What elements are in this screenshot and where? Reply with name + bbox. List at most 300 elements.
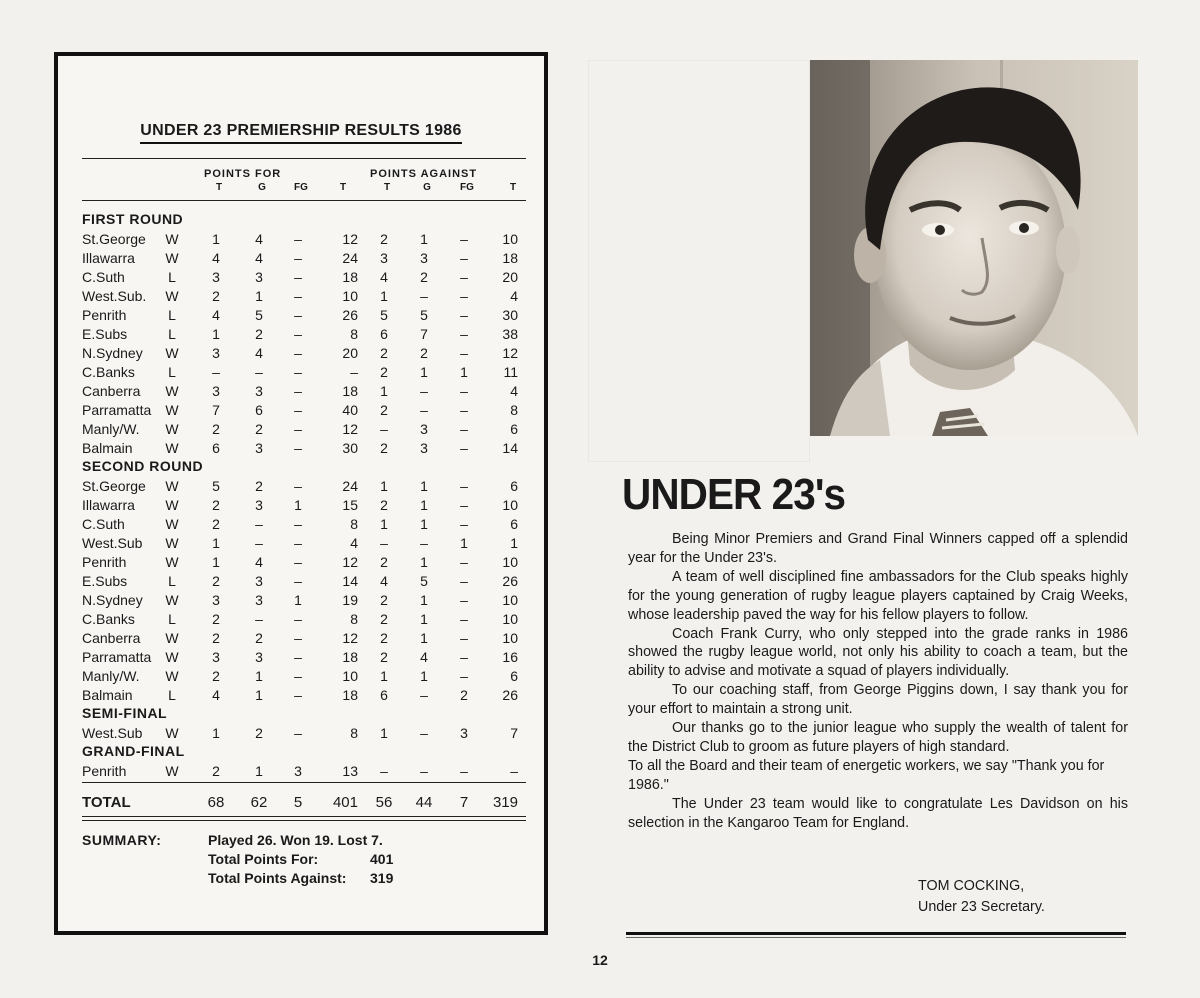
score-cell: – [460,611,468,627]
score-cell: 1 [420,478,428,494]
score-cell: – [460,383,468,399]
team-name-cell: Illawarra [82,497,135,513]
table-row [58,307,544,326]
article-paragraph: To all the Board and their team of energetic workers, we say "Thank you for 1986." [628,757,1105,793]
score-cell: 8 [350,725,358,741]
score-cell: – [255,364,263,380]
table-row [58,231,544,250]
score-cell: 30 [502,307,518,323]
team-name-cell: Manly/W. [82,668,140,684]
score-cell: – [460,345,468,361]
score-cell: 2 [380,364,388,380]
score-cell: 2 [380,345,388,361]
table-row [58,326,544,345]
score-cell: – [294,231,302,247]
score-cell: 2 [255,630,263,646]
score-cell: 1 [420,592,428,608]
score-cell: – [294,573,302,589]
score-cell: 2 [380,611,388,627]
column-header: G [423,182,431,193]
results-table-panel [54,52,548,935]
score-cell: 4 [420,649,428,665]
table-row [58,288,544,307]
score-cell: 3 [255,497,263,513]
result-cell: W [165,440,179,456]
score-cell: 4 [350,535,358,551]
team-name-cell: Parramatta [82,649,152,665]
score-cell: 1 [420,611,428,627]
score-cell: 3 [212,649,220,665]
score-cell: 6 [255,402,263,418]
score-cell: 1 [294,592,302,608]
score-cell: – [460,307,468,323]
result-cell: L [168,611,176,627]
article-paragraph: To our coaching staff, from George Piggins down, I say thank you for your effort to maintain a strong unit. [628,682,1128,718]
column-header: FG [294,182,308,193]
total-cell: 5 [293,794,303,811]
score-cell: 1 [255,687,263,703]
table-row [58,763,544,782]
score-cell: – [294,611,302,627]
team-name-cell: Penrith [82,554,127,570]
score-cell: 2 [255,478,263,494]
total-cell: 56 [375,794,393,811]
section-title: SECOND ROUND [82,458,204,474]
table-row [58,345,544,364]
score-cell: 3 [255,440,263,456]
score-cell: 3 [212,269,220,285]
team-name-cell: Penrith [82,763,127,779]
score-cell: 3 [380,250,388,266]
score-cell: 1 [212,554,220,570]
score-cell: – [294,630,302,646]
score-cell: 2 [255,725,263,741]
score-cell: 2 [380,554,388,570]
score-cell: 4 [212,687,220,703]
table-row [58,611,544,630]
score-cell: 3 [420,250,428,266]
score-cell: 1 [460,535,468,551]
score-cell: 3 [460,725,468,741]
article-heading: UNDER 23's [622,470,846,519]
score-cell: – [420,535,428,551]
score-cell: – [294,535,302,551]
score-cell: 2 [212,763,220,779]
score-cell: 1 [420,630,428,646]
score-cell: 12 [342,421,358,437]
team-name-cell: Balmain [82,687,133,703]
points-for-label: POINTS FOR [204,168,282,180]
score-cell: 6 [212,440,220,456]
score-cell: – [294,554,302,570]
score-cell: 38 [502,326,518,342]
score-cell: 15 [342,497,358,513]
team-name-cell: C.Banks [82,611,135,627]
total-cell: 7 [459,794,469,811]
score-cell: 4 [212,250,220,266]
summary-label: SUMMARY: [82,832,162,848]
score-cell: 7 [420,326,428,342]
score-cell: – [294,421,302,437]
article-paragraph: A team of well disciplined fine ambassadors for the Club speaks highly for the young generation of rugby league players captained by Craig Weeks, whose leadership paved the way for his fellow players to follow. [628,568,1128,623]
score-cell: – [420,725,428,741]
score-cell: 3 [255,573,263,589]
score-cell: – [255,611,263,627]
table-row [58,630,544,649]
score-cell: 5 [212,478,220,494]
score-cell: – [460,573,468,589]
score-cell: 1 [212,326,220,342]
score-cell: – [460,288,468,304]
column-header: FG [460,182,474,193]
score-cell: – [460,478,468,494]
results-title-text: UNDER 23 PREMIERSHIP RESULTS 1986 [140,122,461,144]
score-cell: – [460,231,468,247]
column-header: T [383,182,391,193]
score-cell: 2 [212,630,220,646]
table-row [58,478,544,497]
header-rule-bottom [82,200,526,201]
score-cell: – [460,592,468,608]
score-cell: 1 [380,516,388,532]
team-name-cell: Manly/W. [82,421,140,437]
score-cell: 12 [342,630,358,646]
score-cell: 2 [420,345,428,361]
total-cell: 68 [207,794,225,811]
team-name-cell: West.Sub [82,725,143,741]
score-cell: 3 [420,440,428,456]
score-cell: 8 [350,611,358,627]
results-title [58,122,544,140]
total-cell: 319 [492,794,518,811]
score-cell: 6 [380,687,388,703]
score-cell: 11 [503,364,518,380]
total-rule-bottom-1 [82,816,526,817]
result-cell: W [165,535,179,551]
score-cell: – [255,535,263,551]
score-cell: 7 [510,725,518,741]
team-name-cell: Balmain [82,440,133,456]
score-cell: – [294,725,302,741]
team-name-cell: E.Subs [82,326,128,342]
score-cell: 4 [510,288,518,304]
score-cell: 14 [342,573,358,589]
table-row [58,250,544,269]
result-cell: L [168,364,176,380]
result-cell: W [165,668,179,684]
team-name-cell: E.Subs [82,573,128,589]
score-cell: 10 [502,554,518,570]
score-cell: – [460,763,468,779]
score-cell: 6 [380,326,388,342]
score-cell: 1 [420,516,428,532]
total-rule-bottom-2 [82,820,526,821]
total-row [58,794,544,813]
score-cell: – [294,402,302,418]
table-row [58,383,544,402]
score-cell: 4 [510,383,518,399]
score-cell: 14 [502,440,518,456]
result-cell: W [165,725,179,741]
signature-name: TOM COCKING, [918,878,1025,894]
score-cell: – [420,402,428,418]
score-cell: – [460,421,468,437]
score-cell: 2 [420,269,428,285]
score-cell: 10 [502,630,518,646]
score-cell: – [294,516,302,532]
score-cell: 30 [342,440,358,456]
score-cell: 1 [460,364,468,380]
team-name-cell: St.George [82,478,146,494]
score-cell: 3 [212,592,220,608]
score-cell: – [460,402,468,418]
section-title: SEMI-FINAL [82,705,168,721]
summary-played: Played 26. Won 19. Lost 7. [208,832,383,848]
table-row [58,687,544,706]
score-cell: – [294,250,302,266]
score-cell: – [460,250,468,266]
score-cell: 1 [510,535,518,551]
score-cell: – [460,440,468,456]
score-cell: 6 [510,668,518,684]
score-cell: 1 [212,231,220,247]
score-cell: 1 [420,554,428,570]
team-name-cell: West.Sub. [82,288,147,304]
score-cell: 2 [255,326,263,342]
signature-block [918,876,1045,918]
score-cell: 18 [342,269,358,285]
score-cell: – [294,364,302,380]
score-cell: 4 [380,269,388,285]
score-cell: 1 [294,497,302,513]
table-row [58,573,544,592]
result-cell: W [165,231,179,247]
result-cell: W [165,288,179,304]
table-row [58,725,544,744]
column-header: T [509,182,517,193]
background-bleed-panel [588,60,810,462]
score-cell: – [460,630,468,646]
score-cell: – [350,364,358,380]
total-cell: 62 [250,794,268,811]
score-cell: 3 [255,269,263,285]
score-cell: 12 [342,231,358,247]
score-cell: – [380,763,388,779]
score-cell: 5 [420,307,428,323]
score-cell: 6 [510,421,518,437]
score-cell: 1 [255,763,263,779]
result-cell: L [168,687,176,703]
points-against-label: POINTS AGAINST [370,168,478,180]
header-rule-top [82,158,526,159]
team-name-cell: Canberra [82,383,141,399]
score-cell: 2 [212,288,220,304]
score-cell: – [294,288,302,304]
column-header: T [339,182,347,193]
score-cell: 13 [342,763,358,779]
team-name-cell: Penrith [82,307,127,323]
score-cell: – [420,383,428,399]
score-cell: 4 [255,231,263,247]
score-cell: 24 [342,478,358,494]
score-cell: 26 [342,307,358,323]
summary-points-against-label: Total Points Against: [208,870,347,886]
score-cell: – [460,497,468,513]
score-cell: 19 [342,592,358,608]
score-cell: – [510,763,518,779]
team-name-cell: St.George [82,231,146,247]
score-cell: 1 [380,478,388,494]
score-cell: 2 [380,630,388,646]
score-cell: 1 [420,231,428,247]
team-name-cell: C.Suth [82,516,125,532]
team-name-cell: N.Sydney [82,345,143,361]
score-cell: 8 [510,402,518,418]
score-cell: 4 [212,307,220,323]
score-cell: 2 [212,668,220,684]
table-row [58,269,544,288]
portrait-photo [810,60,1138,436]
total-label: TOTAL [82,794,131,811]
result-cell: W [165,497,179,513]
score-cell: 1 [212,725,220,741]
score-cell: – [294,687,302,703]
result-cell: L [168,269,176,285]
table-row [58,592,544,611]
score-cell: – [420,687,428,703]
page-number: 12 [592,952,608,968]
score-cell: 1 [420,497,428,513]
score-cell: – [420,763,428,779]
team-name-cell: C.Suth [82,269,125,285]
score-cell: 1 [212,535,220,551]
result-cell: L [168,326,176,342]
score-cell: 10 [502,611,518,627]
score-cell: – [460,269,468,285]
score-cell: 2 [460,687,468,703]
score-cell: 24 [342,250,358,266]
result-cell: W [165,630,179,646]
table-row [58,440,544,459]
score-cell: 7 [212,402,220,418]
team-name-cell: West.Sub [82,535,143,551]
team-name-cell: Illawarra [82,250,135,266]
score-cell: – [380,535,388,551]
table-row [58,402,544,421]
result-cell: W [165,516,179,532]
result-cell: L [168,307,176,323]
score-cell: – [380,421,388,437]
summary-points-against-value: 319 [370,870,394,886]
table-row [58,649,544,668]
team-name-cell: Canberra [82,630,141,646]
score-cell: 3 [212,383,220,399]
score-cell: – [294,307,302,323]
score-cell: 2 [212,516,220,532]
score-cell: 4 [255,345,263,361]
score-cell: – [294,326,302,342]
score-cell: 12 [502,345,518,361]
table-row [58,668,544,687]
score-cell: 26 [502,573,518,589]
score-cell: 1 [380,383,388,399]
score-cell: 2 [212,611,220,627]
table-row [58,421,544,440]
score-cell: 18 [342,383,358,399]
score-cell: 3 [255,383,263,399]
score-cell: 26 [502,687,518,703]
article-bottom-rule [626,932,1126,935]
score-cell: – [255,516,263,532]
score-cell: 16 [502,649,518,665]
total-cell: 44 [415,794,433,811]
result-cell: W [165,554,179,570]
score-cell: 3 [420,421,428,437]
score-cell: 2 [212,421,220,437]
score-cell: 4 [255,250,263,266]
table-row [58,554,544,573]
table-row [58,516,544,535]
score-cell: – [460,516,468,532]
signature-title: Under 23 Secretary. [918,899,1045,915]
score-cell: 2 [380,497,388,513]
score-cell: 1 [255,668,263,684]
score-cell: 5 [420,573,428,589]
score-cell: 5 [380,307,388,323]
score-cell: 2 [380,592,388,608]
score-cell: 5 [255,307,263,323]
score-cell: 10 [502,231,518,247]
result-cell: W [165,763,179,779]
score-cell: 6 [510,478,518,494]
score-cell: 12 [342,554,358,570]
article-paragraph: Our thanks go to the junior league who supply the wealth of talent for the District Club to groom as future players of high standard. [628,720,1128,755]
score-cell: 10 [502,497,518,513]
total-rule-top [82,782,526,783]
score-cell: 20 [502,269,518,285]
score-cell: 40 [342,402,358,418]
result-cell: W [165,402,179,418]
score-cell: 3 [255,592,263,608]
score-cell: 2 [212,573,220,589]
section-title: FIRST ROUND [82,211,184,227]
score-cell: – [294,345,302,361]
score-cell: – [460,668,468,684]
article-paragraph: Being Minor Premiers and Grand Final Winners capped off a splendid year for the Under 23's. [628,531,1128,566]
article-paragraph: The Under 23 team would like to congratulate Les Davidson on his selection in the Kangaroo Team for England. [628,795,1128,831]
score-cell: 1 [380,725,388,741]
score-cell: 1 [380,288,388,304]
score-cell: 1 [420,668,428,684]
score-cell: 2 [255,421,263,437]
team-name-cell: N.Sydney [82,592,143,608]
score-cell: – [294,649,302,665]
result-cell: W [165,383,179,399]
article-body [628,530,1128,833]
result-cell: W [165,421,179,437]
score-cell: 18 [342,687,358,703]
section-title: GRAND-FINAL [82,743,185,759]
result-cell: L [168,573,176,589]
table-row [58,364,544,383]
score-cell: 2 [380,440,388,456]
score-cell: 6 [510,516,518,532]
score-cell: 18 [342,649,358,665]
score-cell: 1 [255,288,263,304]
score-cell: – [294,668,302,684]
table-row [58,535,544,554]
score-cell: 10 [502,592,518,608]
